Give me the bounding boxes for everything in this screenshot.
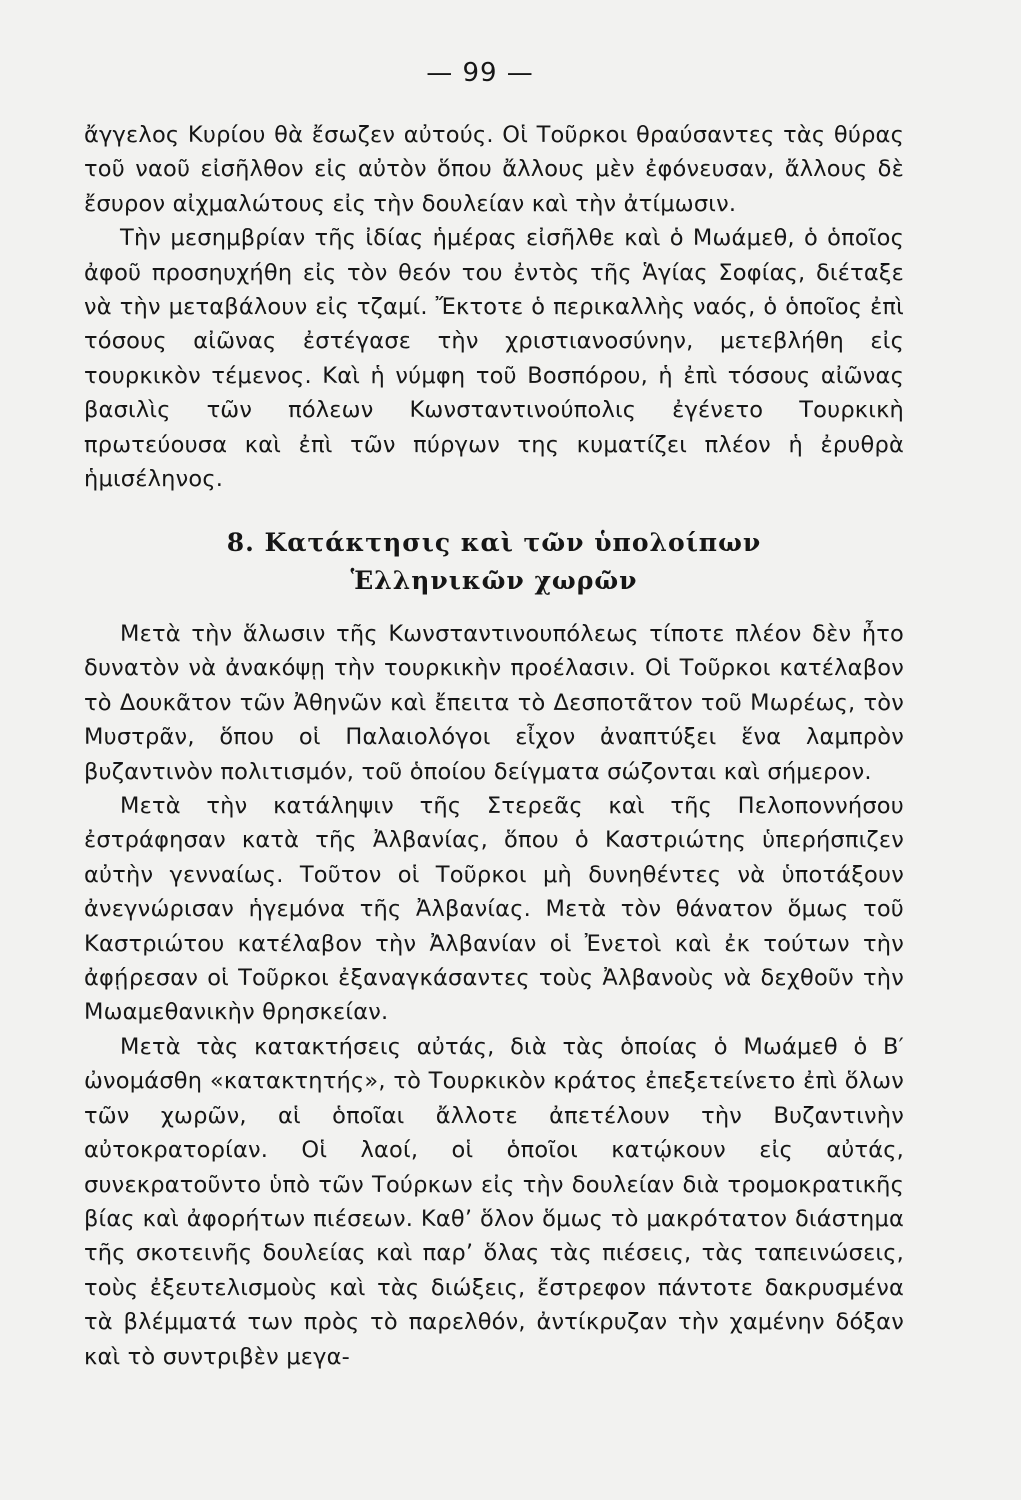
- section-heading-line-2: Ἑλληνικῶν χωρῶν: [350, 566, 638, 595]
- text-block-after-heading: [84, 617, 904, 1374]
- paragraph: Τὴν μεσημβρίαν τῆς ἰδίας ἡμέρας εἰσῆλθε καὶ ὁ Μωάμεθ, ὁ ὁποῖος ἀφοῦ προσηυχήθη εἰς τὸν θεόν του ἐντὸς τῆς Ἁγίας Σοφίας, διέταξε νὰ τὴν μεταβάλουν εἰς τζαμί. Ἔκτοτε ὁ περικαλλὴς ναός, ὁ ὁποῖος ἐπὶ τόσους αἰῶνας ἐστέγασε τὴν χριστιανοσύνην, μετεβλήθη εἰς τουρκικὸν τέμενος. Καὶ ἡ νύμφη τοῦ Βοσπόρου, ἡ ἐπὶ τόσους αἰῶνας βασιλὶς τῶν πόλεων Κωνσταντινούπολις ἐγένετο Τουρκικὴ πρωτεύουσα καὶ ἐπὶ τῶν πύργων της κυματίζει πλέον ἡ ἐρυθρὰ ἡμισέληνος.: [84, 225, 904, 493]
- paragraph: ἄγγελος Κυρίου θὰ ἔσωζεν αὐτούς. Οἱ Τοῦρκοι θραύσαντες τὰς θύρας τοῦ ναοῦ εἰσῆλθον εἰς αὐτὸν ὅπου ἄλλους μὲν ἐφόνευσαν, ἄλλους δὲ ἔσυρον αἰχμαλώτους εἰς τὴν δουλείαν καὶ τὴν ἀτίμωσιν.: [84, 122, 904, 217]
- paragraph: Μετὰ τὴν ἅλωσιν τῆς Κωνσταντινουπόλεως τίποτε πλέον δὲν ἦτο δυνατὸν νὰ ἀνακόψῃ τὴν τουρκικὴν προέλασιν. Οἱ Τοῦρκοι κατέλαβον τὸ Δουκᾶτον τῶν Ἀθηνῶν καὶ ἔπειτα τὸ Δεσποτᾶτον τοῦ Μωρέως, τὸν Μυστρᾶν, ὅπου οἱ Παλαιολόγοι εἶχον ἀναπτύξει ἕνα λαμπρὸν βυζαντινὸν πολιτισμόν, τοῦ ὁποίου δείγματα σώζονται καὶ σήμερον.: [84, 621, 904, 785]
- paragraph: Μετὰ τὰς κατακτήσεις αὐτάς, διὰ τὰς ὁποίας ὁ Μωάμεθ ὁ Β′ ὠνομάσθη «κατακτητής», τὸ Τουρκικὸν κράτος ἐπεξετείνετο ἐπὶ ὅλων τῶν χωρῶν, αἱ ὁποῖαι ἄλλοτε ἀπετέλουν τὴν Βυζαντινὴν αὐτοκρατορίαν. Οἱ λαοί, οἱ ὁποῖοι κατῴκουν εἰς αὐτάς, συνεκρατοῦντο ὑπὸ τῶν Τούρκων εἰς τὴν δουλείαν διὰ τρομοκρατικῆς βίας καὶ ἀφορήτων πιέσεων. Καθ’ ὅλον ὅμως τὸ μακρότατον διάστημα τῆς σκοτεινῆς δουλείας καὶ παρ’ ὅλας τὰς πιέσεις, τὰς ταπεινώσεις, τοὺς ἐξευτελισμοὺς καὶ τὰς διώξεις, ἔστρεφον πάντοτε δακρυσμένα τὰ βλέμματά των πρὸς τὸ παρελθόν, ἀντίκρυζαν τὴν χαμένην δόξαν καὶ τὸ συντριβὲν μεγα-: [84, 1033, 904, 1370]
- paragraph: Μετὰ τὴν κατάληψιν τῆς Στερεᾶς καὶ τῆς Πελοποννήσου ἐστράφησαν κατὰ τῆς Ἀλβανίας, ὅπου ὁ Καστριώτης ὑπερήσπιζεν αὐτὴν γενναίως. Τοῦτον οἱ Τοῦρκοι μὴ δυνηθέντες νὰ ὑποτάξουν ἀνεγνώρισαν ἡγεμόνα τῆς Ἀλβανίας. Μετὰ τὸν θάνατον ὅμως τοῦ Καστριώτου κατέλαβον τὴν Ἀλβανίαν οἱ Ἐνετοὶ καὶ ἐκ τούτων τὴν ἀφῄρεσαν οἱ Τοῦρκοι ἐξαναγκάσαντες τοὺς Ἀλβανοὺς νὰ δεχθοῦν τὴν Μωαμεθανικὴν θρησκείαν.: [84, 793, 904, 1026]
- page-number: — 99 —: [426, 58, 534, 88]
- section-heading: [84, 524, 904, 600]
- section-heading-line-1: 8. Κατάκτησις καὶ τῶν ὑπολοίπων: [226, 528, 762, 557]
- text-block-before-heading: [84, 118, 904, 496]
